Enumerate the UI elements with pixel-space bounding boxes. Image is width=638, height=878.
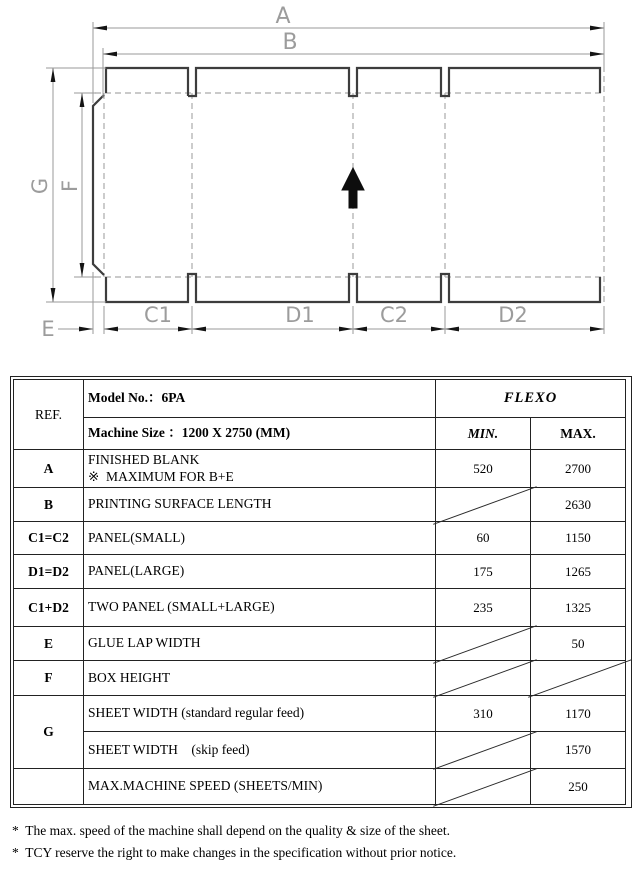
model-no-cell: Model No.：6PA — [84, 380, 436, 418]
ref-cell — [14, 769, 84, 805]
ref-cell: B — [14, 488, 84, 522]
ref-header-cell: REF. — [14, 380, 84, 450]
table-row — [14, 589, 626, 627]
dim-label-f: F — [58, 179, 82, 193]
table-row — [14, 627, 626, 661]
max-cell — [531, 661, 626, 696]
min-cell: 175 — [436, 555, 531, 589]
box-blank-diagram — [0, 0, 638, 362]
dim-label-e: E — [41, 317, 55, 341]
dim-label-c2: C2 — [379, 303, 409, 327]
desc-cell: TWO PANEL (SMALL+LARGE) — [84, 589, 436, 627]
dimension-arrowheads — [51, 26, 604, 332]
dim-label-a: A — [275, 4, 291, 29]
min-cell — [436, 732, 531, 769]
dim-label-d2: D2 — [498, 303, 528, 327]
table-row — [14, 696, 626, 732]
max-header-cell: MAX. — [531, 418, 626, 450]
slash-line — [433, 486, 537, 525]
max-cell: 1150 — [531, 522, 626, 555]
dim-label-c1: C1 — [143, 303, 173, 327]
min-header-cell: MIN. — [436, 418, 531, 450]
ref-cell: G — [14, 696, 84, 769]
table-row — [14, 732, 626, 769]
ref-cell: A — [14, 450, 84, 488]
dim-label-d1: D1 — [285, 303, 315, 327]
dim-label-g: G — [28, 177, 52, 195]
machine-size-cell: Machine Size ：1200 X 2750 (MM) — [84, 418, 436, 450]
slash-line — [433, 659, 537, 698]
blank-outline-bottom-flaps — [106, 274, 600, 302]
ref-cell: D1=D2 — [14, 555, 84, 589]
brand-cell: FLEXO — [436, 380, 626, 418]
header-row-2 — [14, 418, 626, 450]
feed-direction-arrow-icon — [342, 168, 364, 208]
footnote-max-speed: * The max. speed of the machine shall depend on the quality & size of the sheet. — [12, 823, 450, 838]
table-row — [14, 555, 626, 589]
header-row-1 — [14, 380, 626, 418]
desc-cell: PANEL(LARGE) — [84, 555, 436, 589]
table-row — [14, 661, 626, 696]
min-cell — [436, 488, 531, 522]
spec-table — [13, 379, 626, 805]
ref-cell: C1+D2 — [14, 589, 84, 627]
min-cell: 235 — [436, 589, 531, 627]
min-cell: 60 — [436, 522, 531, 555]
max-cell: 1265 — [531, 555, 626, 589]
dim-label-b: B — [282, 30, 298, 55]
max-cell: 2630 — [531, 488, 626, 522]
ref-cell: E — [14, 627, 84, 661]
table-row — [14, 522, 626, 555]
min-cell: 520 — [436, 450, 531, 488]
min-cell: 310 — [436, 696, 531, 732]
glue-lap-outline — [93, 95, 104, 275]
slash-line — [433, 625, 537, 664]
max-cell: 250 — [531, 769, 626, 805]
desc-cell: FINISHED BLANK ※ MAXIMUM FOR B+E — [84, 450, 436, 488]
max-cell: 2700 — [531, 450, 626, 488]
desc-cell: MAX.MACHINE SPEED (SHEETS/MIN) — [84, 769, 436, 805]
slash-line — [433, 768, 537, 807]
desc-cell: SHEET WIDTH (skip feed) — [84, 732, 436, 769]
slash-line — [433, 731, 537, 770]
min-cell — [436, 661, 531, 696]
min-cell — [436, 627, 531, 661]
min-cell — [436, 769, 531, 805]
footnote-tcy-rights: * TCY reserve the right to make changes in the specification without prior notice. — [12, 845, 457, 860]
spec-table-frame — [10, 376, 632, 808]
blank-outline-top-flaps — [106, 68, 600, 96]
desc-cell: BOX HEIGHT — [84, 661, 436, 696]
desc-cell: PRINTING SURFACE LENGTH — [84, 488, 436, 522]
max-cell: 1570 — [531, 732, 626, 769]
ref-cell: C1=C2 — [14, 522, 84, 555]
table-row — [14, 488, 626, 522]
max-cell: 1170 — [531, 696, 626, 732]
max-cell: 50 — [531, 627, 626, 661]
table-row — [14, 769, 626, 805]
slash-line — [528, 659, 632, 698]
ref-cell: F — [14, 661, 84, 696]
desc-cell: GLUE LAP WIDTH — [84, 627, 436, 661]
max-cell: 1325 — [531, 589, 626, 627]
desc-cell: SHEET WIDTH (standard regular feed) — [84, 696, 436, 732]
desc-cell: PANEL(SMALL) — [84, 522, 436, 555]
table-row — [14, 450, 626, 488]
